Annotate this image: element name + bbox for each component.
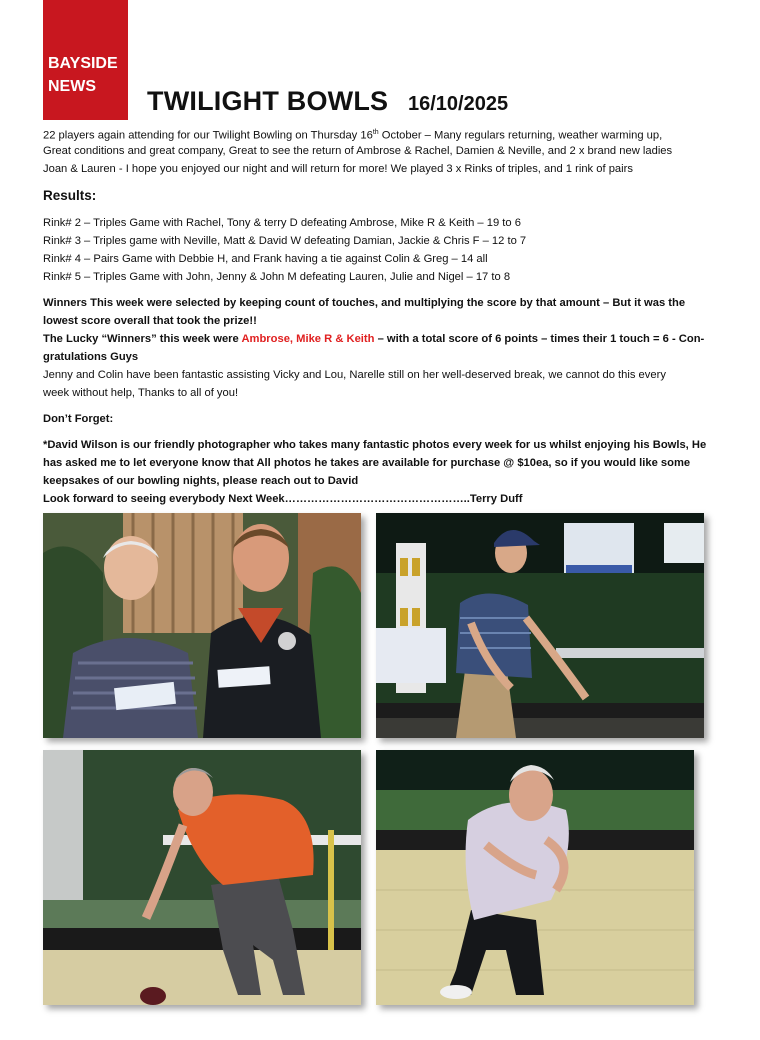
photographer-line-1: *David Wilson is our friendly photographer who takes many fantastic photos every week for us whilst enjoying his Bowls, He bbox=[43, 439, 707, 451]
winners-line-4: gratulations Guys bbox=[43, 351, 139, 363]
dont-forget-heading: Don’t Forget: bbox=[43, 413, 114, 425]
badge-line-1: BAYSIDE bbox=[48, 55, 118, 72]
winners-line-1: Winners This week were selected by keeping count of touches, and multiplying the score by that amount – But it was the bbox=[43, 297, 686, 309]
bayside-news-badge bbox=[43, 0, 128, 120]
results-heading: Results: bbox=[43, 188, 97, 203]
photo-winners-vouchers bbox=[43, 513, 361, 738]
photo-bowler-orange bbox=[43, 750, 361, 1005]
intro-line-1: 22 players again attending for our Twilight Bowling on Thursday 16th October – Many regulars returning, weather warming up, bbox=[43, 129, 663, 142]
badge-line-2: NEWS bbox=[48, 78, 96, 95]
photo-bowler-cap bbox=[376, 513, 704, 738]
page-date: 16/10/2025 bbox=[408, 93, 509, 115]
thanks-line-1: Jenny and Colin have been fantastic assisting Vicky and Lou, Narelle still on her well-deserved break, we cannot do this every bbox=[43, 369, 666, 381]
winner-names: Ambrose, Mike R & Keith bbox=[241, 333, 375, 345]
rink-result: Rink# 4 – Pairs Game with Debbie H, and Frank having a tie against Colin & Greg – 14 all bbox=[43, 253, 488, 265]
winners-line-2: lowest score overall that took the prize!! bbox=[43, 315, 257, 327]
photographer-line-3: keepsakes of our bowling nights, please reach out to David bbox=[43, 475, 359, 487]
rink-result: Rink# 5 – Triples Game with John, Jenny & John M defeating Lauren, Julie and Nigel – 17 to 8 bbox=[43, 271, 511, 283]
rink-result: Rink# 3 – Triples game with Neville, Matt & David W defeating Damian, Jackie & Chris F – 12 to 7 bbox=[43, 235, 527, 247]
intro-line-2: Great conditions and great company, Great to see the return of Ambrose & Rachel, Damien & Neville, and 2 x brand new ladies bbox=[43, 145, 673, 157]
winners-line-3: The Lucky “Winners” this week were Ambrose, Mike R & Keith – with a total score of 6 points – times their 1 touch = 6 - Con- bbox=[43, 333, 705, 345]
thanks-line-2: week without help, Thanks to all of you! bbox=[43, 387, 239, 399]
photo-bowler-white bbox=[376, 750, 694, 1005]
rink-result: Rink# 2 – Triples Game with Rachel, Tony & terry D defeating Ambrose, Mike R & Keith – 19 to 6 bbox=[43, 217, 521, 229]
page-title: TWILIGHT BOWLS bbox=[147, 86, 389, 116]
ordinal-suffix: th bbox=[372, 129, 379, 136]
intro-line-3: Joan & Lauren - I hope you enjoyed our night and will return for more! We played 3 x Rinks of triples, and 1 rink of pairs bbox=[43, 163, 633, 175]
photographer-line-2: has asked me to let everyone know that All photos he takes are available for purchase @ $10ea, so if you would like some bbox=[43, 457, 691, 469]
sign-off-line: Look forward to seeing everybody Next Week…………………………………………..Terry Duff bbox=[43, 493, 523, 505]
